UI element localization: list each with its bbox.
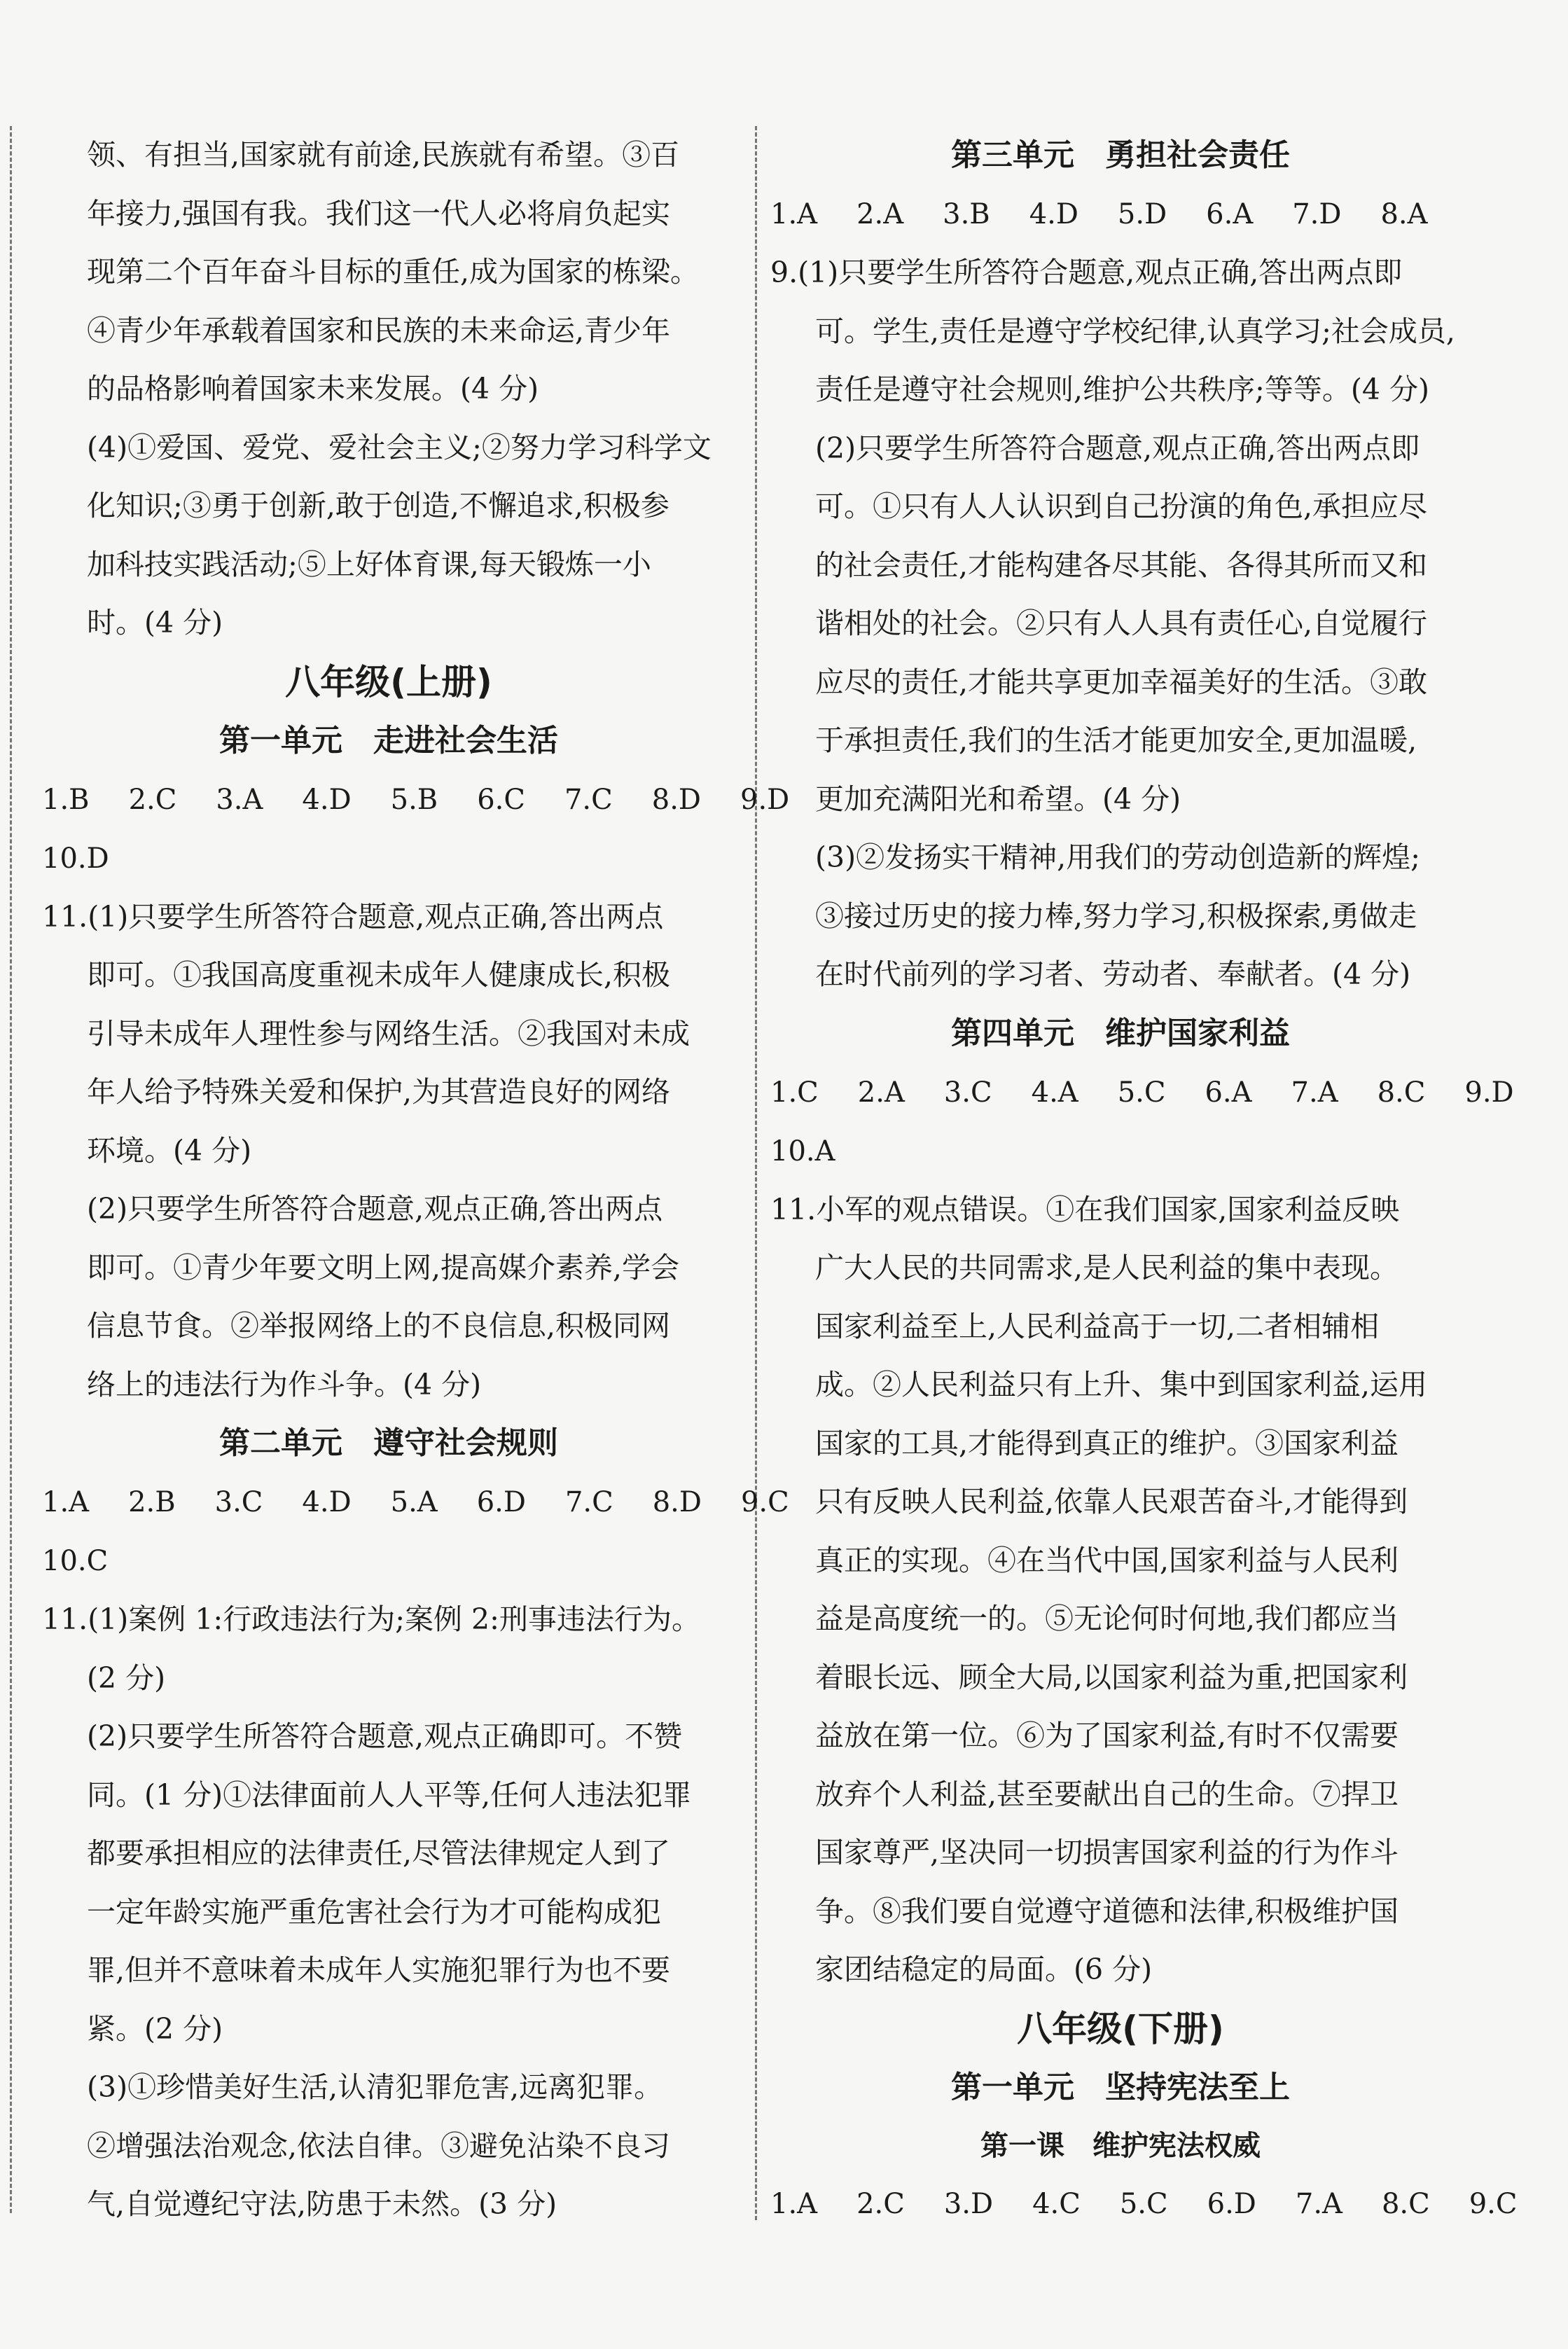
text-line: ③接过历史的接力棒,努力学习,积极探索,勇做走 bbox=[815, 899, 1417, 933]
mc-answer: 1.B bbox=[42, 783, 90, 816]
text-line: (2)只要学生所答符合题意,观点正确,答出两点 bbox=[87, 1192, 663, 1226]
text-line: 在时代前列的学习者、劳动者、奉献者。(4 分) bbox=[815, 957, 1411, 991]
text-line: 领、有担当,国家就有前途,民族就有希望。③百 bbox=[87, 138, 680, 172]
mc-answer: 8.A bbox=[1380, 198, 1428, 230]
grade-title: 八年级(下册) bbox=[1017, 2008, 1224, 2049]
text-line: 气,自觉遵纪守法,防患于未然。(3 分) bbox=[87, 2187, 557, 2221]
mc-answer: 5.D bbox=[1117, 198, 1167, 230]
text-line: (4)①爱国、爱党、爱社会主义;②努力学习科学文 bbox=[87, 430, 712, 464]
mc-answer: 3.D bbox=[943, 2187, 994, 2220]
mc-answer: 6.D bbox=[1207, 2187, 1256, 2220]
mc-answer: 8.D bbox=[651, 783, 701, 816]
mc-answer: 3.A bbox=[216, 783, 263, 816]
mc-answer: 7.C bbox=[564, 1486, 613, 1518]
mc-answer: 9.C bbox=[1469, 2187, 1518, 2220]
mc-answer: 9.D bbox=[1464, 1076, 1514, 1109]
text-line: (3)②发扬实干精神,用我们的劳动创造新的辉煌; bbox=[815, 840, 1420, 874]
mc-answers bbox=[42, 1473, 789, 1532]
text-line: 更加充满阳光和希望。(4 分) bbox=[815, 782, 1181, 816]
text-line: 着眼长远、顾全大局,以国家利益为重,把国家利 bbox=[815, 1660, 1408, 1694]
text-line: 真正的实现。④在当代中国,国家利益与人民利 bbox=[815, 1543, 1399, 1577]
unit-title: 第四单元 维护国家利益 bbox=[951, 1015, 1290, 1051]
mc-answer: 4.C bbox=[1032, 2187, 1081, 2220]
text-line: 信息节食。②举报网络上的不良信息,积极同网 bbox=[87, 1309, 671, 1343]
text-line: 同。(1 分)①法律面前人人平等,任何人违法犯罪 bbox=[87, 1778, 692, 1812]
text-line: 即可。①我国高度重视未成年人健康成长,积极 bbox=[87, 958, 671, 992]
mc-answers bbox=[770, 1122, 1471, 1181]
text-line: 络上的违法行为作斗争。(4 分) bbox=[87, 1367, 482, 1401]
mc-answer: 5.C bbox=[1119, 2187, 1168, 2220]
mc-answer: 2.C bbox=[128, 783, 177, 816]
text-line: 加科技实践活动;⑤上好体育课,每天锻炼一小 bbox=[87, 547, 651, 581]
text-line: 可。①只有人人认识到自己扮演的角色,承担应尽 bbox=[815, 490, 1428, 523]
mc-answer: 5.A bbox=[390, 1486, 438, 1518]
mc-answers bbox=[42, 770, 790, 829]
text-line: 应尽的责任,才能共享更加幸福美好的生活。③敢 bbox=[815, 665, 1428, 699]
unit-title: 第一单元 坚持宪法至上 bbox=[951, 2069, 1290, 2105]
text-line: 于承担责任,我们的生活才能更加安全,更加温暖, bbox=[815, 723, 1417, 757]
text-line: 国家的工具,才能得到真正的维护。③国家利益 bbox=[815, 1426, 1399, 1460]
mc-answer: 1.A bbox=[770, 2187, 818, 2220]
mc-answers bbox=[42, 829, 735, 888]
mc-answer: 7.C bbox=[564, 783, 613, 816]
text-line: 的品格影响着国家未来发展。(4 分) bbox=[87, 372, 539, 406]
mc-answer: 10.D bbox=[42, 842, 109, 875]
mc-answers bbox=[770, 185, 1471, 244]
mc-answer: 4.D bbox=[302, 783, 352, 816]
mc-answer: 2.C bbox=[856, 2187, 905, 2220]
mc-answer: 2.A bbox=[856, 198, 904, 230]
text-line: 谐相处的社会。②只有人人具有责任心,自觉履行 bbox=[815, 607, 1428, 640]
mc-answer: 3.C bbox=[943, 1076, 992, 1109]
unit-title: 第二单元 遵守社会规则 bbox=[219, 1425, 558, 1461]
mc-answer: 10.A bbox=[770, 1135, 835, 1167]
mc-answer: 2.B bbox=[128, 1486, 176, 1518]
text-line: 化知识;③勇于创新,敢于创造,不懈追求,积极参 bbox=[87, 489, 669, 522]
text-line: (3)①珍惜美好生活,认清犯罪危害,远离犯罪。 bbox=[87, 2070, 663, 2104]
mc-answer: 8.D bbox=[652, 1486, 702, 1518]
text-line: 责任是遵守社会规则,维护公共秩序;等等。(4 分) bbox=[815, 373, 1429, 406]
lesson-title: 第一课 维护宪法权威 bbox=[980, 2129, 1261, 2162]
text-line: 11.小军的观点错误。①在我们国家,国家利益反映 bbox=[770, 1192, 1400, 1226]
mc-answer: 8.C bbox=[1381, 2187, 1430, 2220]
mc-answer: 4.D bbox=[1029, 198, 1078, 230]
mc-answer: 7.A bbox=[1295, 2187, 1342, 2220]
text-line: 只有反映人民利益,依靠人民艰苦奋斗,才能得到 bbox=[815, 1485, 1408, 1518]
right-column bbox=[770, 126, 1518, 2233]
mc-answer: 6.C bbox=[477, 783, 525, 816]
text-line: 引导未成年人理性参与网络生活。②我国对未成 bbox=[87, 1016, 690, 1051]
text-line: 罪,但并不意味着未成年人实施犯罪行为也不要 bbox=[87, 1953, 671, 1987]
text-line: 时。(4 分) bbox=[87, 606, 223, 639]
mc-answer: 6.A bbox=[1206, 198, 1254, 230]
mc-answer: 4.A bbox=[1031, 1076, 1078, 1109]
text-line: 的社会责任,才能构建各尽其能、各得其所而又和 bbox=[815, 548, 1428, 582]
mc-answer: 8.C bbox=[1377, 1076, 1426, 1109]
text-line: 争。⑧我们要自觉遵守道德和法律,积极维护国 bbox=[815, 1894, 1399, 1928]
text-line: 都要承担相应的法律责任,尽管法律规定人到了 bbox=[87, 1836, 671, 1870]
text-line: 成。②人民利益只有上升、集中到国家利益,运用 bbox=[815, 1368, 1428, 1401]
unit-title: 第一单元 走进社会生活 bbox=[219, 722, 558, 758]
text-line: (2)只要学生所答符合题意,观点正确即可。不赞 bbox=[87, 1719, 683, 1753]
text-line: 11.(1)只要学生所答符合题意,观点正确,答出两点 bbox=[42, 899, 664, 934]
text-line: 紧。(2 分) bbox=[87, 2011, 223, 2046]
mc-answer: 9.C bbox=[740, 1486, 789, 1518]
text-line: 益是高度统一的。⑤无论何时何地,我们都应当 bbox=[815, 1602, 1399, 1635]
mc-answer: 9.D bbox=[740, 783, 790, 816]
unit-title: 第三单元 勇担社会责任 bbox=[951, 137, 1290, 173]
text-line: (2 分) bbox=[87, 1661, 166, 1695]
mc-answer: 6.A bbox=[1205, 1076, 1252, 1109]
text-line: ④青少年承载着国家和民族的未来命运,青少年 bbox=[87, 313, 671, 347]
mc-answers bbox=[770, 1063, 1514, 1122]
mc-answer: 1.C bbox=[770, 1076, 819, 1109]
mc-answer: 4.D bbox=[302, 1486, 352, 1518]
center-dashed-rule bbox=[755, 126, 757, 2220]
mc-answer: 7.A bbox=[1291, 1076, 1338, 1109]
text-line: 11.(1)案例 1:行政违法行为;案例 2:刑事违法行为。 bbox=[42, 1602, 700, 1636]
mc-answer: 7.D bbox=[1292, 198, 1342, 230]
mc-answer: 1.A bbox=[42, 1486, 90, 1518]
grade-title: 八年级(上册) bbox=[285, 661, 492, 702]
mc-answer: 10.C bbox=[42, 1545, 109, 1577]
mc-answer: 3.B bbox=[943, 198, 990, 230]
mc-answer: 2.A bbox=[857, 1076, 905, 1109]
mc-answer: 1.A bbox=[770, 198, 818, 230]
text-line: 国家尊严,坚决同一切损害国家利益的行为作斗 bbox=[815, 1836, 1399, 1869]
text-line: 放弃个人利益,甚至要献出自己的生命。⑦捍卫 bbox=[815, 1777, 1399, 1811]
text-line: ②增强法治观念,依法自律。③避免沾染不良习 bbox=[87, 2128, 671, 2163]
text-line: 9.(1)只要学生所答符合题意,观点正确,答出两点即 bbox=[770, 256, 1403, 289]
mc-answers bbox=[42, 1532, 735, 1591]
text-line: 广大人民的共同需求,是人民利益的集中表现。 bbox=[815, 1251, 1399, 1284]
mc-answer: 3.C bbox=[214, 1486, 263, 1518]
left-dashed-rule bbox=[10, 126, 12, 2213]
mc-answer: 5.B bbox=[390, 783, 438, 816]
text-line: (2)只要学生所答符合题意,观点正确,答出两点即 bbox=[815, 431, 1420, 465]
text-line: 家团结稳定的局面。(6 分) bbox=[815, 1953, 1153, 1986]
text-line: 现第二个百年奋斗目标的重任,成为国家的栋梁。 bbox=[87, 255, 700, 289]
text-line: 即可。①青少年要文明上网,提高媒介素养,学会 bbox=[87, 1250, 680, 1284]
text-line: 年人给予特殊关爱和保护,为其营造良好的网络 bbox=[87, 1075, 671, 1109]
left-column bbox=[42, 126, 790, 2234]
text-line: 可。学生,责任是遵守学校纪律,认真学习;社会成员, bbox=[815, 314, 1455, 348]
text-line: 益放在第一位。⑥为了国家利益,有时不仅需要 bbox=[815, 1719, 1399, 1752]
mc-answers bbox=[770, 2175, 1518, 2233]
text-line: 环境。(4 分) bbox=[87, 1133, 252, 1167]
mc-answer: 5.C bbox=[1117, 1076, 1166, 1109]
text-line: 国家利益至上,人民利益高于一切,二者相辅相 bbox=[815, 1309, 1380, 1343]
text-line: 年接力,强国有我。我们这一代人必将肩负起实 bbox=[87, 196, 671, 230]
text-line: 一定年龄实施严重危害社会行为才可能构成犯 bbox=[87, 1894, 661, 1929]
mc-answer: 6.D bbox=[476, 1486, 526, 1518]
